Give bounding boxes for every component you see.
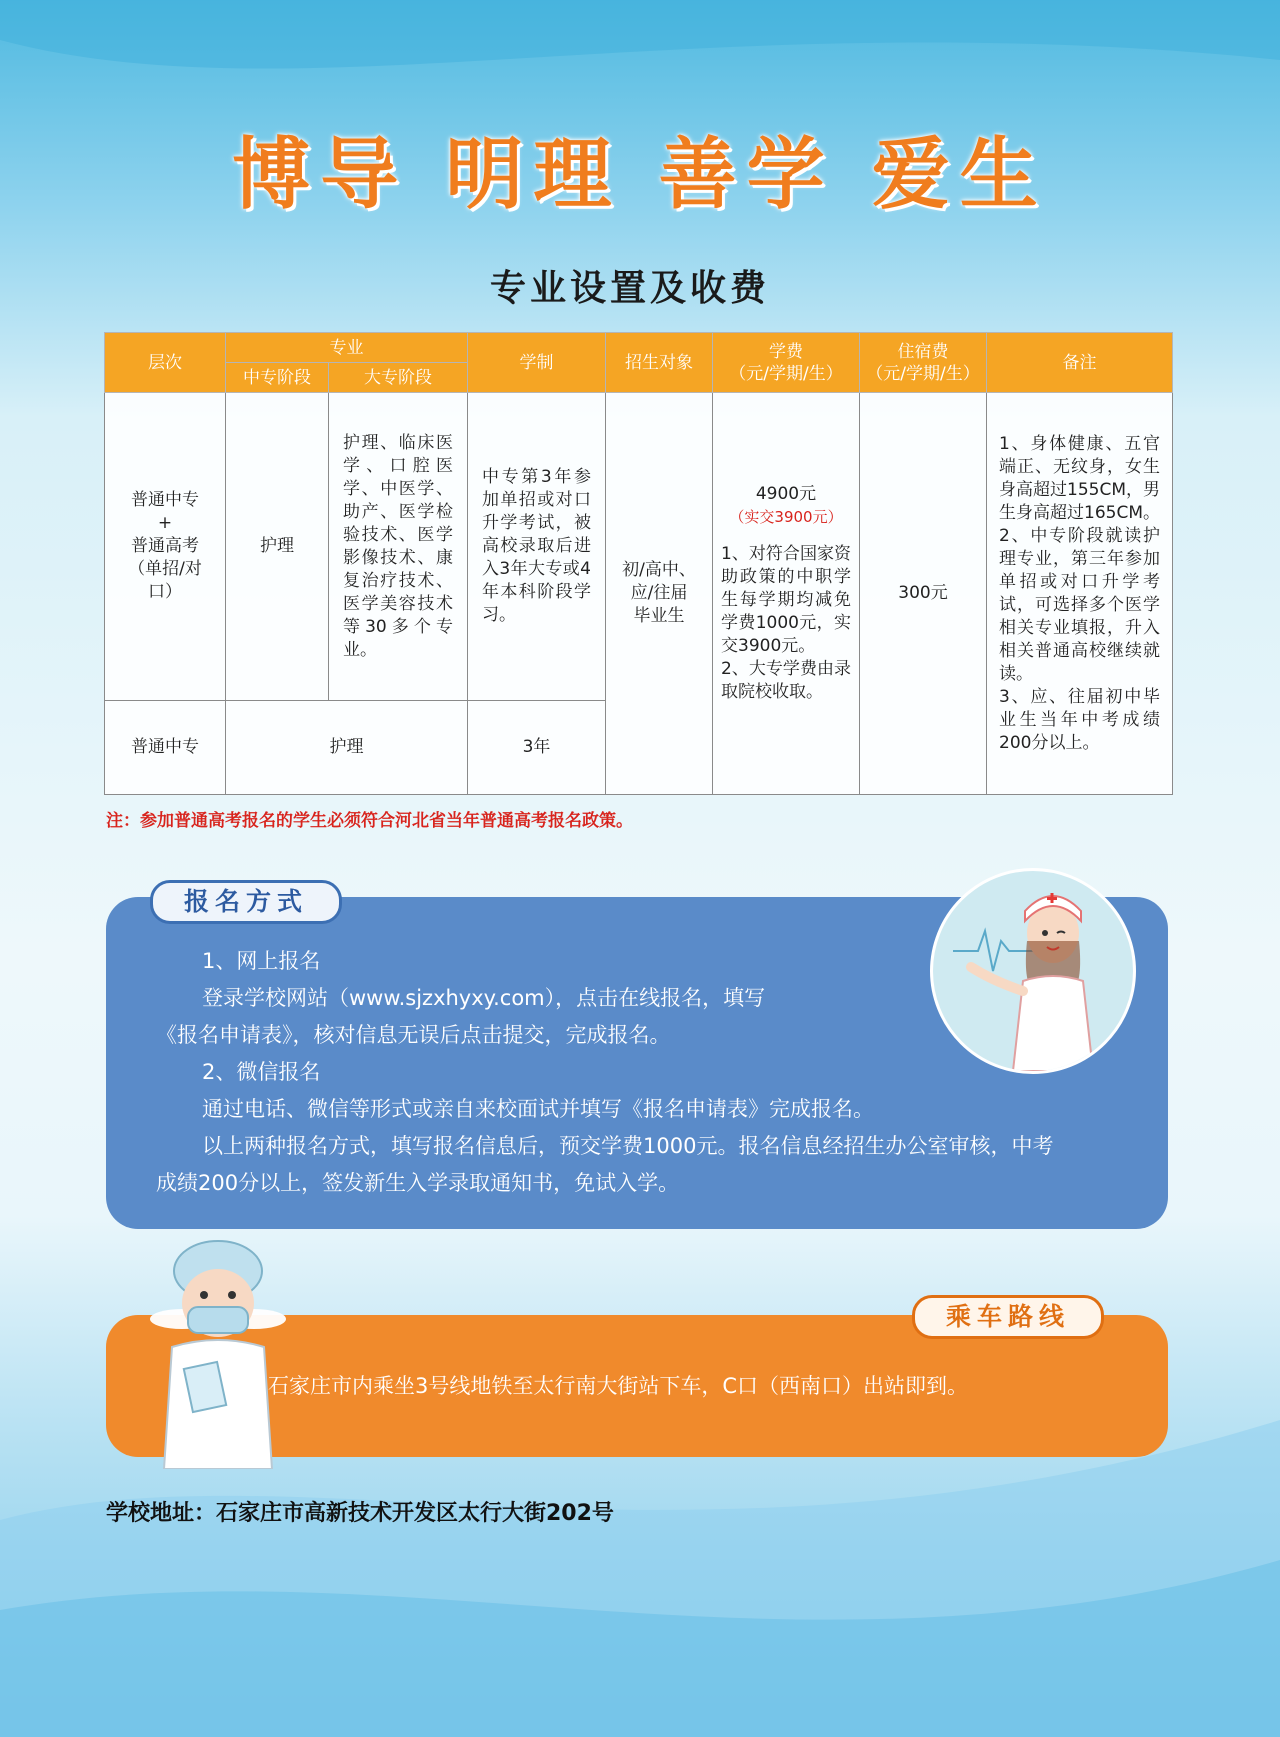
target-cell: 初/高中、 应/往届 毕业生 [606, 393, 713, 795]
header-dorm: 住宿费 （元/学期/生） [860, 333, 987, 393]
section-title: 专业设置及收费 [489, 268, 770, 309]
online-text-1: 登录学校网站（www.sjzxhyxy.com），点击在线报名，填写 [202, 986, 766, 1010]
policy-note: 注：参加普通高考报名的学生必须符合河北省当年普通高考报名政策。 [106, 811, 633, 831]
row1-duration: 中专第3年参加单招或对口升学考试，被高校录取后进入3年大专或4年本科阶段学习。 [468, 393, 606, 701]
header-remarks: 备注 [987, 333, 1173, 393]
header-major-stage2: 大专阶段 [329, 363, 468, 393]
bus-route-tab: 乘车路线 [912, 1295, 1104, 1339]
header-duration: 学制 [468, 333, 606, 393]
online-title: 1、网上报名 [202, 949, 321, 973]
header-tuition: 学费 （元/学期/生） [713, 333, 860, 393]
tuition-cell [713, 393, 860, 795]
slogan-heading: 博导 明理 善学 爱生 [232, 129, 1048, 220]
row1-stage2: 护理、临床医学、口腔医学、中医学、助产、医学检验技术、医学影像技术、康复治疗技术、医学美容技术等30多个专业。 [329, 393, 468, 701]
header-major: 专业 [226, 333, 468, 363]
row2-level: 普通中专 [105, 701, 226, 795]
tuition-actual: （实交3900元） [729, 508, 843, 527]
bus-route-text: 石家庄市内乘坐3号线地铁至太行南大街站下车，C口（西南口）出站即到。 [268, 1374, 969, 1398]
row1-stage1: 护理 [226, 393, 329, 701]
school-address: 学校地址：石家庄市高新技术开发区太行大街202号 [106, 1501, 614, 1526]
nurse-illustration [930, 868, 1136, 1074]
row1-level: 普通中专 + 普通高考 （单招/对口） [105, 393, 226, 701]
tuition-notes: 1、对符合国家资助政策的中职学生每学期均减免学费1000元，实交3900元。 2、大专学费由录取院校收取。 [721, 544, 851, 703]
dorm-fee-cell: 300元 [860, 393, 987, 795]
registration-tab: 报名方式 [150, 880, 342, 924]
online-text-2: 《报名申请表》，核对信息无误后点击提交，完成报名。 [156, 1023, 671, 1047]
header-level: 层次 [105, 333, 226, 393]
row2-major: 护理 [226, 701, 468, 795]
remarks-cell: 1、身体健康、五官端正、无纹身，女生身高超过155CM，男生身高超过165CM。 2、中专阶段就读护理专业，第三年参加单招或对口升学考试，可选择多个医学相关专业填报，升入相关普通高校继续就读。 3、应、往届初中毕业生当年中考成绩200分以上。 [987, 393, 1173, 795]
majors-fee-table [104, 332, 1173, 795]
summary-text-2: 成绩200分以上，签发新生入学录取通知书，免试入学。 [156, 1171, 680, 1195]
tuition-amount: 4900元 [755, 484, 817, 505]
wechat-title: 2、微信报名 [202, 1060, 321, 1084]
masked-nurse-illustration [142, 1237, 292, 1469]
summary-text-1: 以上两种报名方式，填写报名信息后，预交学费1000元。报名信息经招生办公室审核，中考 [202, 1134, 1054, 1158]
header-target: 招生对象 [606, 333, 713, 393]
wechat-text: 通过电话、微信等形式或亲自来校面试并填写《报名申请表》完成报名。 [202, 1097, 874, 1121]
row2-duration: 3年 [468, 701, 606, 795]
header-major-stage1: 中专阶段 [226, 363, 329, 393]
